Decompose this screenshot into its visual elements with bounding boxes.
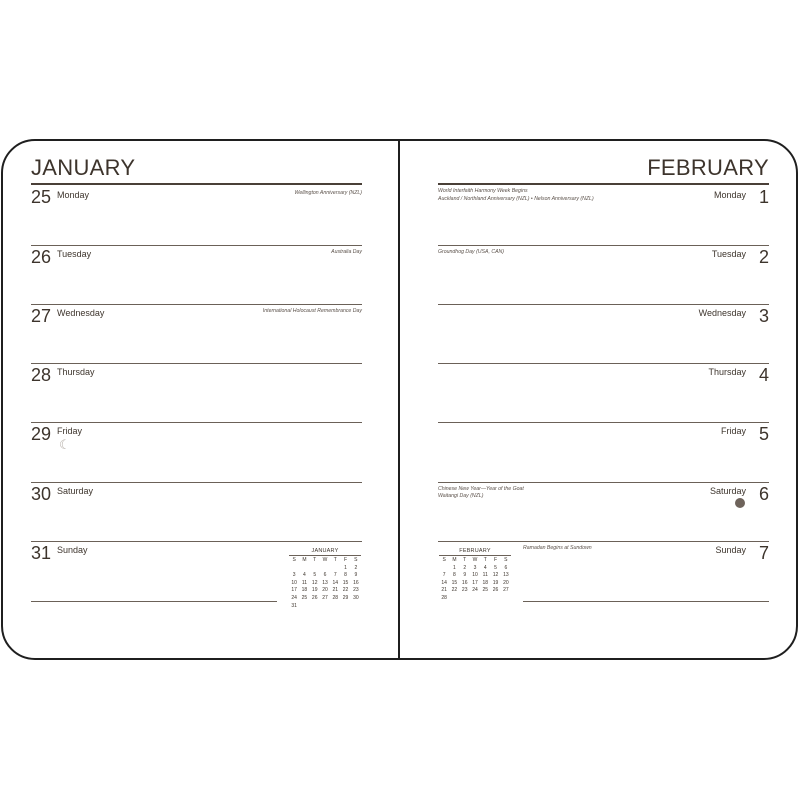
- mini-calendar-date: 16: [461, 579, 468, 586]
- crescent-moon-icon: ☾: [59, 437, 71, 452]
- mini-calendar-date: 15: [342, 579, 349, 586]
- day-number: 29: [31, 424, 52, 444]
- day-number: 3: [758, 306, 769, 326]
- mini-calendar-weekday: S: [292, 557, 296, 563]
- day-name: Sunday: [57, 545, 88, 555]
- mini-calendar-date: [501, 595, 511, 603]
- mini-calendar-date: 12: [492, 572, 499, 579]
- mini-calendar-date: 1: [453, 564, 456, 571]
- day-name: Monday: [713, 190, 746, 200]
- mini-calendar-date: 8: [344, 572, 347, 579]
- mini-calendar-date: 26: [492, 587, 499, 594]
- mini-calendar-weekday: F: [494, 557, 498, 563]
- mini-calendar-date: 23: [461, 587, 468, 594]
- mini-calendar-date: [299, 565, 309, 573]
- day-name: Thursday: [708, 367, 746, 377]
- mini-calendar-date: 20: [503, 579, 509, 586]
- day-number: 2: [758, 247, 769, 267]
- mini-calendar-date: [460, 595, 470, 603]
- mini-calendar-date: 11: [482, 572, 488, 579]
- day-name: Friday: [720, 426, 746, 436]
- mini-calendar-date: 16: [353, 579, 359, 586]
- mini-calendar-date: 17: [291, 587, 297, 594]
- mini-calendar-date: [351, 603, 361, 611]
- mini-calendar-date: [330, 565, 340, 573]
- day-rule: [31, 422, 362, 423]
- day-event-line: Groundhog Day (USA, CAN): [438, 249, 505, 255]
- mini-calendar-weekday: F: [344, 557, 348, 563]
- mini-calendar-date: 21: [441, 587, 447, 594]
- day-event-line: Ramadan Begins at Sundown: [523, 545, 592, 551]
- mini-calendar-date: 31: [291, 602, 297, 609]
- mini-calendar-date: 27: [322, 594, 328, 601]
- mini-calendar-date: 29: [342, 594, 349, 601]
- mini-calendar-date: [310, 603, 320, 611]
- mini-calendar-january: [289, 548, 361, 610]
- day-rule: [523, 601, 769, 602]
- mini-calendar-date: [299, 603, 309, 611]
- mini-calendar-weekday: S: [442, 557, 446, 563]
- mini-calendar-grid: [289, 557, 361, 610]
- mini-calendar-date: 7: [333, 572, 337, 579]
- month-rule: [31, 183, 362, 185]
- day-number: 4: [758, 365, 769, 385]
- mini-calendar-date: 19: [492, 579, 499, 586]
- mini-calendar-title: FEBRUARY: [459, 548, 491, 554]
- mini-calendar-date: [289, 565, 299, 573]
- mini-calendar-date: 18: [482, 579, 489, 586]
- mini-calendar-date: 21: [332, 587, 339, 594]
- mini-calendar-date: 2: [463, 564, 467, 571]
- mini-calendar-weekday: T: [313, 557, 317, 563]
- mini-calendar-date: 22: [342, 587, 349, 594]
- mini-calendar-date: 13: [503, 572, 509, 579]
- mini-calendar-date: 5: [494, 564, 497, 571]
- mini-calendar-weekday: S: [504, 557, 508, 563]
- day-name: Wednesday: [698, 308, 746, 318]
- mini-calendar-date: 9: [463, 572, 467, 579]
- mini-calendar-date: 19: [311, 587, 318, 594]
- mini-calendar-weekday: M: [302, 557, 307, 563]
- day-number: 1: [758, 187, 769, 207]
- mini-calendar-date: 4: [303, 572, 306, 579]
- mini-calendar-date: 26: [311, 594, 318, 601]
- mini-calendar-date: 2: [354, 564, 358, 571]
- day-number: 28: [31, 365, 52, 385]
- day-name: Monday: [57, 190, 90, 200]
- mini-calendar-date: 25: [482, 587, 489, 594]
- mini-calendar-date: [340, 603, 350, 611]
- mini-calendar-date: [470, 595, 480, 603]
- day-event: International Holocaust Remembrance Day: [262, 308, 362, 314]
- mini-calendar-date: 28: [332, 594, 339, 601]
- mini-calendar-date: 1: [344, 564, 347, 571]
- day-rule: [438, 482, 769, 483]
- day-rule: [31, 304, 362, 305]
- day-number: 30: [31, 484, 52, 504]
- month-title-january: JANUARY: [31, 155, 136, 180]
- day-name: Friday: [57, 426, 83, 436]
- new-moon-dot-icon: [735, 498, 745, 508]
- mini-calendar-date: 6: [504, 564, 508, 571]
- mini-calendar-date: 17: [472, 579, 478, 586]
- day-number: 5: [758, 424, 769, 444]
- mini-calendar-date: 4: [483, 564, 487, 571]
- day-rule: [438, 422, 769, 423]
- mini-calendar-date: 14: [441, 579, 447, 586]
- mini-calendar-date: [330, 603, 340, 611]
- mini-calendar-date: 27: [503, 587, 509, 594]
- mini-calendar-weekday: W: [322, 557, 328, 563]
- mini-calendar-rule: [289, 555, 361, 556]
- mini-calendar-date: 23: [353, 587, 359, 594]
- mini-calendar-date: [320, 565, 330, 573]
- day-rule: [438, 363, 769, 364]
- mini-calendar-date: 13: [322, 579, 328, 586]
- day-name: Thursday: [57, 367, 95, 377]
- day-number: 7: [758, 543, 769, 563]
- day-name: Saturday: [709, 486, 746, 496]
- mini-calendar-date: [449, 595, 459, 603]
- mini-calendar-date: 20: [322, 587, 328, 594]
- mini-calendar-date: 9: [354, 572, 358, 579]
- mini-calendar-date: 22: [451, 587, 458, 594]
- day-name: Tuesday: [711, 249, 746, 259]
- day-rule: [31, 541, 362, 542]
- day-number: 26: [31, 247, 52, 267]
- day-number: 6: [758, 484, 769, 504]
- mini-calendar-date: 3: [473, 564, 477, 571]
- mini-calendar-date: 7: [442, 572, 446, 579]
- day-rule: [31, 245, 362, 246]
- day-rule: [438, 304, 769, 305]
- day-name: Sunday: [715, 545, 746, 555]
- day-rule: [31, 363, 362, 364]
- day-name: Wednesday: [57, 308, 105, 318]
- mini-calendar-date: 8: [453, 572, 456, 579]
- mini-calendar-date: [490, 595, 500, 603]
- day-rule: [438, 245, 769, 246]
- mini-calendar-date: [310, 565, 320, 573]
- mini-calendar-rule: [439, 555, 511, 556]
- mini-calendar-weekday: M: [452, 557, 457, 563]
- mini-calendar-weekday: T: [333, 557, 337, 563]
- mini-calendar-date: 5: [313, 572, 317, 579]
- day-event-line: Waitangi Day (NZL): [438, 493, 484, 499]
- mini-calendar-date: [480, 595, 490, 603]
- mini-calendar-date: 11: [301, 579, 308, 586]
- mini-calendar-grid: [439, 557, 511, 603]
- day-name: Tuesday: [57, 249, 92, 259]
- mini-calendar-date: 6: [323, 572, 327, 579]
- mini-calendar-weekday: T: [483, 557, 487, 563]
- planner-spine: [398, 139, 400, 660]
- day-number: 27: [31, 306, 52, 326]
- month-rule: [438, 183, 769, 185]
- day-name: Saturday: [57, 486, 94, 496]
- mini-calendar-weekday: S: [354, 557, 358, 563]
- mini-calendar-date: 3: [292, 572, 296, 579]
- mini-calendar-weekday: W: [472, 557, 478, 563]
- mini-calendar-date: 18: [301, 587, 308, 594]
- mini-calendar-date: 28: [441, 594, 447, 601]
- mini-calendar-title: JANUARY: [311, 548, 339, 554]
- day-event-line: Chinese New Year—Year of the Goat: [438, 486, 524, 492]
- mini-calendar-date: [320, 603, 330, 611]
- mini-calendar-date: 10: [291, 579, 297, 586]
- mini-calendar-date: 14: [332, 579, 339, 586]
- day-rule: [31, 482, 362, 483]
- mini-calendar-date: 30: [353, 594, 359, 601]
- day-rule: [438, 541, 769, 542]
- day-event-line: Auckland / Northland Anniversary (NZL) • Nelson Anniversary (NZL): [438, 196, 594, 202]
- day-number: 31: [31, 543, 52, 563]
- mini-calendar-weekday: T: [463, 557, 467, 563]
- month-title-february: FEBRUARY: [647, 155, 769, 180]
- mini-calendar-date: 10: [472, 572, 478, 579]
- mini-calendar-date: 12: [311, 579, 318, 586]
- mini-calendar-february: [439, 548, 511, 603]
- mini-calendar-date: 25: [301, 594, 308, 601]
- day-event: Australia Day: [331, 249, 362, 255]
- day-event-line: World Interfaith Harmony Week Begins: [438, 188, 528, 194]
- day-rule: [31, 601, 277, 602]
- day-number: 25: [31, 187, 52, 207]
- mini-calendar-date: 24: [472, 587, 478, 594]
- mini-calendar-date: 24: [291, 594, 297, 601]
- mini-calendar-date: 15: [451, 579, 458, 586]
- mini-calendar-date: [439, 565, 449, 573]
- day-event: Wellington Anniversary (NZL): [294, 190, 362, 196]
